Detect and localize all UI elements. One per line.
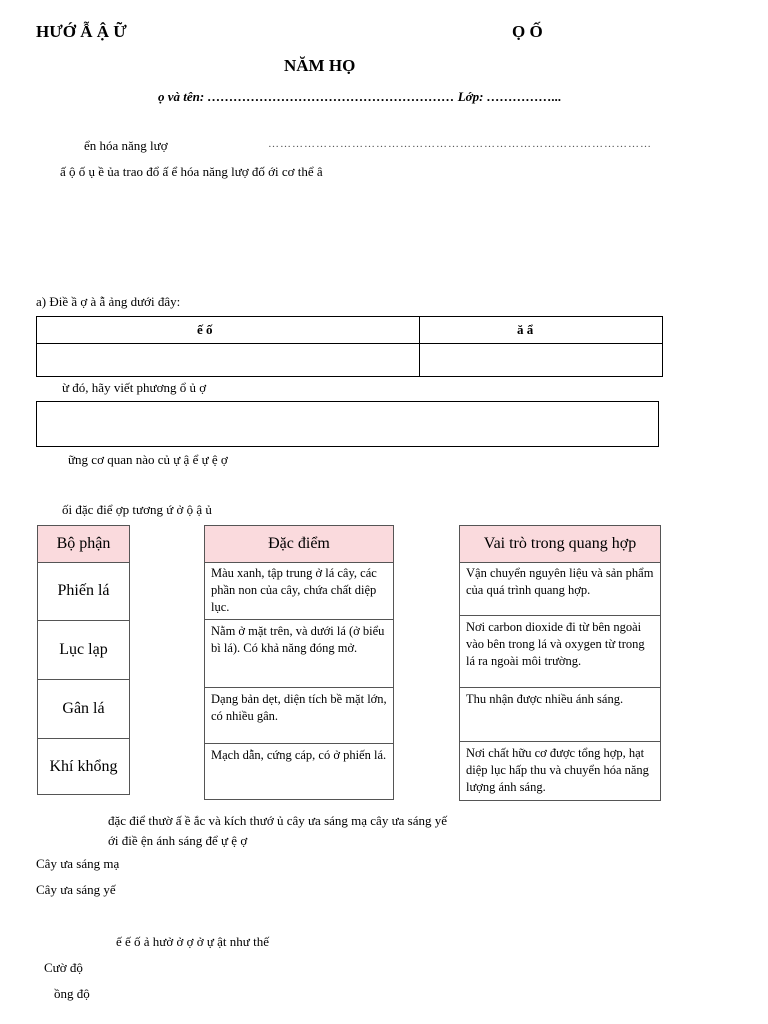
- role-item[interactable]: Nơi chất hữu cơ được tổng hợp, hạt diệp lục hấp thu và chuyển hóa năng lượng ánh sáng.: [466, 746, 649, 794]
- role-item[interactable]: Thu nhận được nhiều ánh sáng.: [460, 688, 660, 742]
- equation-answer-box[interactable]: [36, 401, 659, 447]
- q4-line1: đặc điể thườ ấ ề ắc và kích thướ ủ cây ưa sáng mạ cây ưa sáng yế: [108, 813, 447, 828]
- feature-item[interactable]: Dạng bản dẹt, diện tích bề mặt lớn, có nhiều gân.: [205, 688, 393, 744]
- roles-header: Vai trò trong quang hợp: [460, 526, 660, 563]
- parts-column: [37, 525, 130, 795]
- features-header: Đặc điểm: [205, 526, 393, 563]
- roles-column: [459, 525, 661, 801]
- q3-prompt: ối đặc điể ợp tương ứ ở ộ ậ ủ: [62, 502, 212, 517]
- part-item[interactable]: Lục lạp: [38, 621, 129, 680]
- equation-prompt: ừ đó, hãy viết phương ổ ủ ợ: [62, 380, 207, 395]
- factors-answer-cell[interactable]: [39, 346, 415, 374]
- part-item[interactable]: Phiến lá: [38, 562, 129, 621]
- role-item[interactable]: Nơi carbon dioxide đi từ bên ngoài vào bên trong lá và oxygen từ trong lá ra ngoài môi trường.: [460, 616, 660, 688]
- title-left: HƯỚ Ẫ Ậ Ữ: [36, 22, 127, 41]
- table-head-products: ă ẩ: [517, 322, 534, 337]
- q4-line2: ới điề ện ánh sáng để ự ệ ợ: [108, 833, 248, 848]
- part-item[interactable]: Gân lá: [38, 680, 129, 739]
- feature-item[interactable]: Màu xanh, tập trung ở lá cây, các phần non của cây, chứa chất diệp lục.: [205, 562, 393, 620]
- school-year: NĂM HỌ: [284, 56, 356, 75]
- student-info-line: ọ và tên: ………………………………………………… Lớp: ……………...: [158, 89, 562, 104]
- q1-dots: ……………………………………………………………………………………: [268, 138, 652, 150]
- parts-header: Bộ phận: [38, 526, 129, 563]
- q1-line1: ển hóa năng lượ: [84, 138, 168, 153]
- factor-product-table: [36, 316, 663, 377]
- q1-line2: ấ ộ ố ụ ề ủa trao đổ ấ ể hóa năng lượ đố ới cơ thể â: [60, 164, 323, 179]
- strong-light-plant-label: Cây ưa sáng mạ: [36, 856, 120, 871]
- title-right: Ọ Ố: [512, 22, 543, 41]
- features-column: [204, 525, 394, 800]
- feature-item[interactable]: Mạch dẫn, cứng cáp, có ở phiến lá.: [211, 748, 387, 762]
- q5-line1: ế ế ố ả hưở ở ợ ở ự ật như thế: [116, 934, 269, 949]
- feature-item[interactable]: Nằm ở mặt trên, và dưới lá (ở biểu bì lá). Có khả năng đóng mở.: [205, 620, 393, 688]
- q5-item-intensity: Cườ độ: [44, 960, 83, 975]
- table-head-factors: ế ố: [197, 322, 213, 337]
- q2-a-label: a) Điề ầ ợ à ẫ ảng dưới đây:: [36, 294, 181, 309]
- organ-prompt: ững cơ quan nào củ ự ậ ể ự ệ ợ: [68, 452, 228, 467]
- weak-light-plant-label: Cây ưa sáng yế: [36, 882, 116, 897]
- part-item[interactable]: Khí khổng: [49, 758, 118, 775]
- role-item[interactable]: Vận chuyển nguyên liệu và sản phẩm của quá trình quang hợp.: [460, 562, 660, 616]
- q5-item-concentration: ồng độ: [54, 986, 90, 1001]
- products-answer-cell[interactable]: [423, 346, 659, 374]
